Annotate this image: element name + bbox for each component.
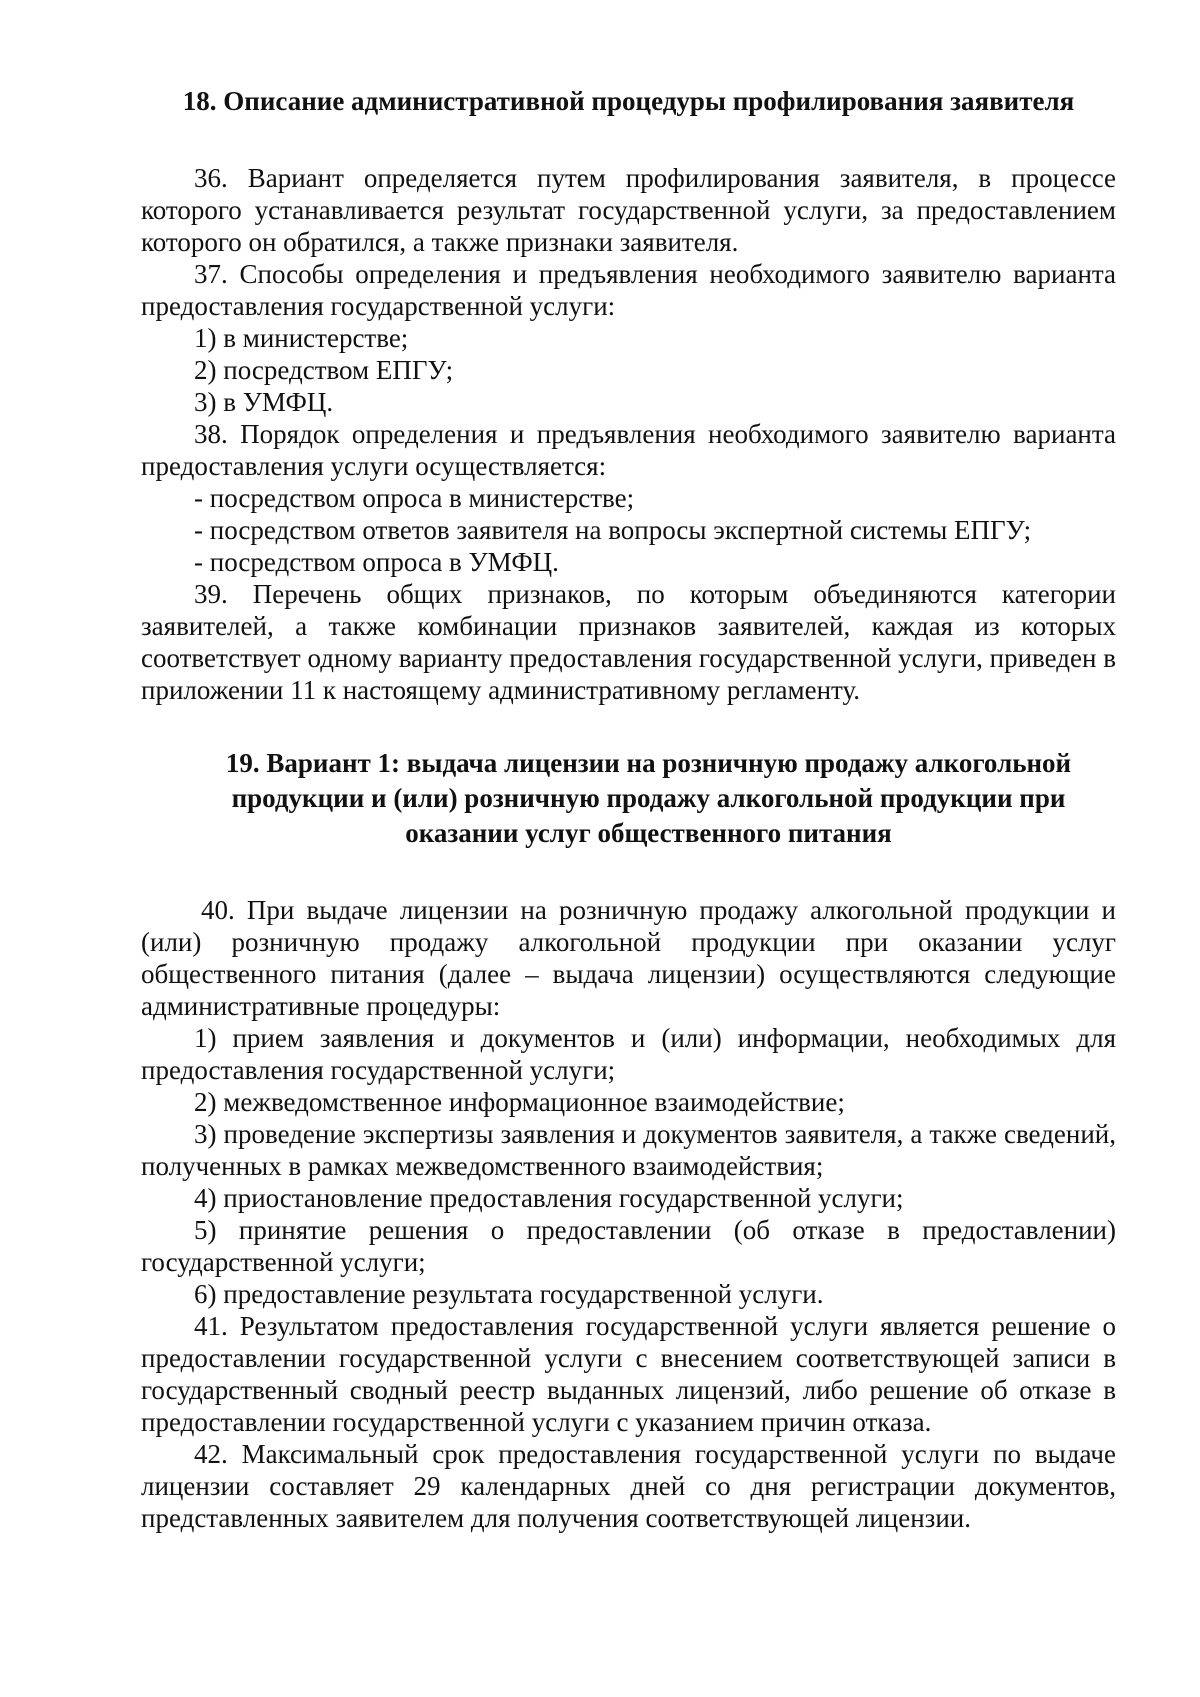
paragraph-39: 39. Перечень общих признаков, по которым объединяются категории заявителей, а также комбинации признаков заявителей, каждая из которых соответствует одному варианту предоставления государственной услуги, приведен в приложении 11 к настоящему административному регламенту. — [141, 579, 1116, 705]
document-body — [141, 84, 1116, 1534]
paragraph-36: 36. Вариант определяется путем профилирования заявителя, в процессе которого устанавливается результат государственной услуги, за предоставлением которого он обратился, а также признаки заявителя. — [141, 163, 1116, 257]
section-19-heading: 19. Вариант 1: выдача лицензии на розничную продажу алкогольной продукции и (или) розничную продажу алкогольной продукции при оказании услуг общественного питания — [225, 748, 1072, 848]
paragraph-38: 38. Порядок определения и предъявления необходимого заявителю варианта предоставления услуги осуществляется: — [141, 419, 1116, 481]
paragraph-37: 37. Способы определения и предъявления необходимого заявителю варианта предоставления государственной услуги: — [141, 259, 1116, 321]
list-item-40-2: 2) межведомственное информационное взаимодействие; — [194, 1087, 845, 1117]
list-item-40-1: 1) прием заявления и документов и (или) информации, необходимых для предоставления государственной услуги; — [141, 1023, 1116, 1085]
list-item-38-1: - посредством опроса в министерстве; — [194, 483, 635, 513]
list-item-40-5: 5) принятие решения о предоставлении (об отказе в предоставлении) государственной услуги; — [141, 1215, 1116, 1277]
list-item-40-3: 3) проведение экспертизы заявления и документов заявителя, а также сведений, полученных в рамках межведомственного взаимодействия; — [141, 1119, 1116, 1181]
list-item-38-2: - посредством ответов заявителя на вопросы экспертной системы ЕПГУ; — [194, 515, 1032, 545]
list-item-37-2: 2) посредством ЕПГУ; — [194, 355, 454, 385]
paragraph-42: 42. Максимальный срок предоставления государственной услуги по выдаче лицензии составляет 29 календарных дней со дня регистрации документов, представленных заявителем для получения соответствующей лицензии. — [141, 1439, 1116, 1533]
list-item-40-6: 6) предоставление результата государственной услуги. — [194, 1279, 824, 1309]
list-item-40-4: 4) приостановление предоставления государственной услуги; — [194, 1183, 904, 1213]
paragraph-41: 41. Результатом предоставления государственной услуги является решение о предоставлении государственной услуги с внесением соответствующей записи в государственный сводный реестр выданных лицензий, либо решение об отказе в предоставлении государственной услуги с указанием причин отказа. — [141, 1311, 1116, 1437]
list-item-37-3: 3) в УМФЦ. — [194, 387, 334, 417]
list-item-38-3: - посредством опроса в УМФЦ. — [194, 547, 559, 577]
paragraph-40: 40. При выдаче лицензии на розничную продажу алкогольной продукции и (или) розничную продажу алкогольной продукции при оказании услуг общественного питания (далее – выдача лицензии) осуществляются следующие административные процедуры: — [141, 895, 1116, 1021]
section-18-heading: 18. Описание административной процедуры профилирования заявителя — [182, 86, 1075, 116]
list-item-37-1: 1) в министерстве; — [194, 323, 409, 353]
